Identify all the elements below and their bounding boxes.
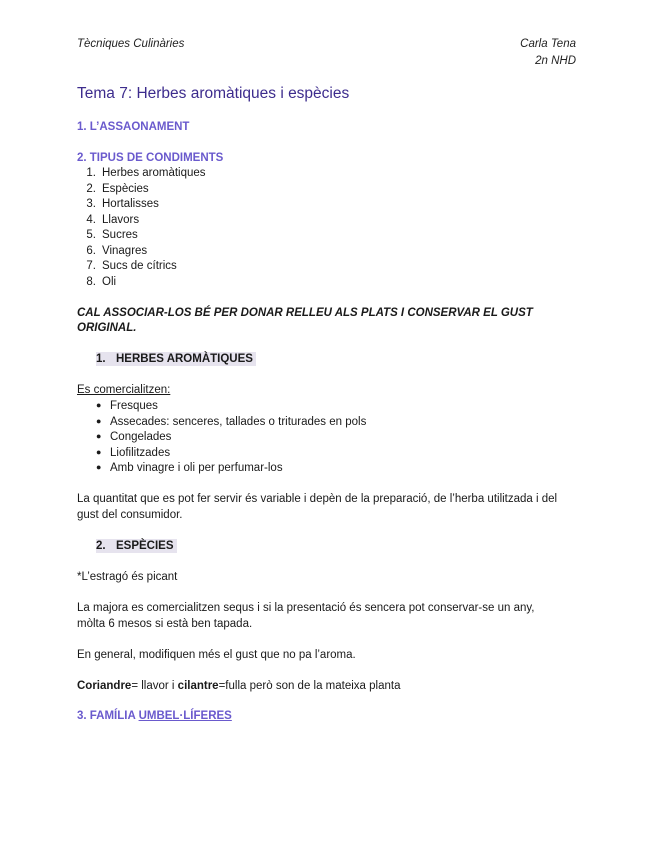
- bullet-icon: ●: [96, 415, 102, 426]
- header-course: Tècniques Culinàries: [77, 38, 185, 50]
- emphasis-line-1: CAL ASSOCIAR-LOS BÉ PER DONAR RELLEU ALS PLATS I CONSERVAR EL GUST: [77, 307, 533, 319]
- list-item: 8. Oli: [86, 275, 117, 288]
- bullet-icon: ●: [96, 446, 102, 457]
- list-item: 6. Vinagres: [86, 244, 148, 257]
- quantity-line-1: La quantitat que es pot fer servir és variable i depèn de la preparació, de l’herba utilitzada i del: [77, 493, 558, 505]
- page-title: Tema 7: Herbes aromàtiques i espècies: [77, 85, 350, 102]
- bullet-icon: ●: [96, 462, 102, 472]
- quantity-line-2: gust del consumidor.: [77, 509, 183, 521]
- majoria-line-2: mòlta 6 mesos si està ben tapada.: [77, 618, 253, 630]
- list-item: 4. Llavors: [86, 213, 140, 226]
- list-item: 7. Sucs de cítrics: [86, 260, 177, 272]
- header-group: 2n NHD: [535, 55, 576, 67]
- list-item: ● Fresques: [96, 400, 158, 412]
- commercial-intro: Es comercialitzen:: [77, 384, 171, 396]
- coriandre-note: Coriandre= llavor i cilantre=fulla però son de la mateixa planta: [77, 680, 401, 692]
- subheading-herbes-aromatiques: 1. HERBES AROMÀTIQUES: [96, 352, 256, 366]
- bullet-icon: ●: [96, 431, 102, 441]
- section-heading-assaonament: 1. L’ASSAONAMENT: [77, 121, 190, 133]
- subheading-especies: 2. ESPÈCIES: [96, 539, 177, 553]
- bullet-icon: ●: [96, 400, 102, 410]
- general-note: En general, modifiquen més el gust que no pa l’aroma.: [77, 649, 356, 661]
- section-heading-familia: 3. FAMÍLIA UMBEL·LÍFERES: [77, 710, 232, 722]
- list-item: ● Congelades: [96, 431, 172, 443]
- list-item: 2. Espècies: [86, 182, 149, 195]
- list-item: 1. Herbes aromàtiques: [86, 167, 206, 179]
- emphasis-line-2: ORIGINAL.: [77, 322, 137, 334]
- section-heading-tipus-condiments: 2. TIPUS DE CONDIMENTS: [77, 152, 224, 164]
- list-item: ● Liofilitzades: [96, 446, 171, 459]
- list-item: 5. Sucres: [86, 229, 138, 241]
- estrago-note: *L’estragó és picant: [77, 571, 178, 583]
- list-item: ● Amb vinagre i oli per perfumar-los: [96, 462, 283, 474]
- majoria-line-1: La majora es comercialitzen sequs i si la presentació és sencera pot conservar-se un any,: [77, 602, 535, 614]
- list-item: 3. Hortalisses: [86, 198, 159, 210]
- header-author: Carla Tena: [520, 38, 576, 50]
- condiments-list: [77, 167, 206, 291]
- commercial-list: [96, 400, 366, 478]
- list-item: ● Assecades: senceres, tallades o triturades en pols: [96, 415, 367, 428]
